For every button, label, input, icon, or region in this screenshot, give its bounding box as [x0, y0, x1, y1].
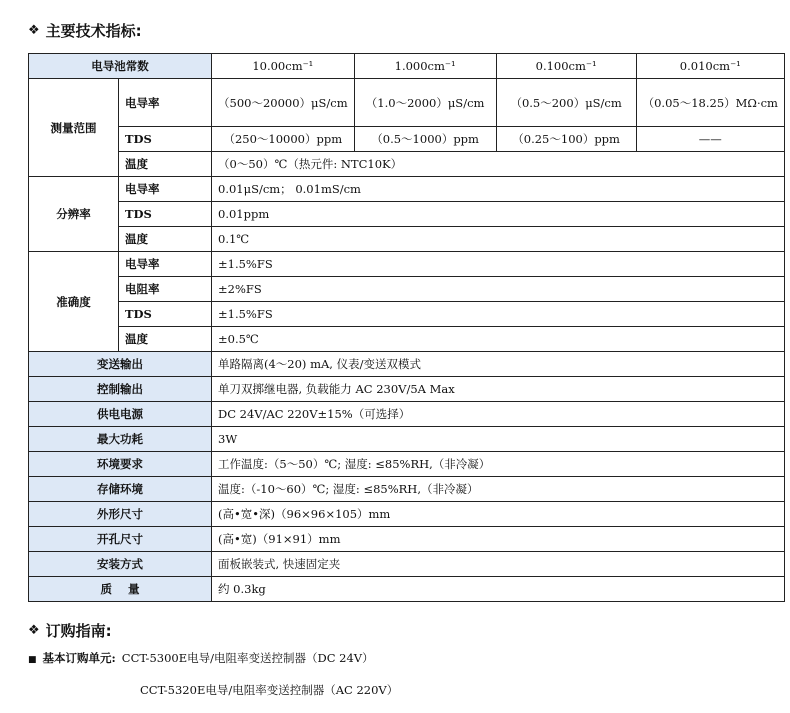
row-label: 环境要求	[29, 452, 212, 477]
table-row	[29, 152, 785, 177]
spec-table	[28, 53, 785, 602]
resolution-label: 分辨率	[29, 177, 119, 252]
row-label: 安装方式	[29, 552, 212, 577]
tds-range: （0.25～100）ppm	[496, 127, 636, 152]
table-row	[29, 452, 785, 477]
temperature-label: 温度	[119, 152, 212, 177]
accuracy-sub-label: 温度	[119, 327, 212, 352]
table-row	[29, 502, 785, 527]
measure-range-label: 测量范围	[29, 79, 119, 177]
row-value: DC 24V/AC 220V±15%（可选择）	[212, 402, 785, 427]
spec-title-text: 主要技术指标:	[45, 22, 142, 40]
resolution-sub-label: 温度	[119, 227, 212, 252]
square-bullet-icon: ■	[28, 655, 37, 665]
table-row	[29, 127, 785, 152]
row-label: 外形尺寸	[29, 502, 212, 527]
accuracy-value: ±0.5℃	[212, 327, 785, 352]
cell-constant-value: 0.010cm⁻¹	[636, 54, 784, 79]
row-label: 存储环境	[29, 477, 212, 502]
table-row	[29, 352, 785, 377]
table-row	[29, 477, 785, 502]
row-value: 温度:（-10～60）℃; 湿度: ≤85%RH,（非冷凝）	[212, 477, 785, 502]
tds-range: ——	[636, 127, 784, 152]
table-row	[29, 227, 785, 252]
table-row	[29, 302, 785, 327]
tds-label: TDS	[119, 127, 212, 152]
order-line	[28, 650, 374, 666]
table-row	[29, 577, 785, 602]
row-label: 最大功耗	[29, 427, 212, 452]
cell-constant-value: 0.100cm⁻¹	[496, 54, 636, 79]
order-section-title	[28, 620, 112, 641]
row-label: 开孔尺寸	[29, 527, 212, 552]
conductivity-range: （500～20000）μS/cm	[212, 79, 355, 127]
table-row	[29, 427, 785, 452]
resolution-value: 0.01μS/cm； 0.01mS/cm	[212, 177, 785, 202]
table-row	[29, 177, 785, 202]
row-value: 约 0.3kg	[212, 577, 785, 602]
row-label: 变送输出	[29, 352, 212, 377]
row-value: 工作温度:（5～50）℃; 湿度: ≤85%RH,（非冷凝）	[212, 452, 785, 477]
accuracy-sub-label: 电导率	[119, 252, 212, 277]
row-value: 单刀双掷继电器, 负载能力 AC 230V/5A Max	[212, 377, 785, 402]
conductivity-range: （0.5～200）μS/cm	[496, 79, 636, 127]
row-label: 控制输出	[29, 377, 212, 402]
row-value: (高•宽•深)（96×96×105）mm	[212, 502, 785, 527]
accuracy-label: 准确度	[29, 252, 119, 352]
resolution-sub-label: TDS	[119, 202, 212, 227]
row-label: 质 量	[29, 577, 212, 602]
order-prefix: 基本订购单元:	[42, 651, 116, 665]
table-row	[29, 252, 785, 277]
table-row	[29, 377, 785, 402]
order-line	[140, 682, 398, 698]
conductivity-label: 电导率	[119, 79, 212, 127]
accuracy-value: ±1.5%FS	[212, 252, 785, 277]
temperature-range: （0～50）℃（热元件: NTC10K）	[212, 152, 785, 177]
spec-section-title	[28, 20, 142, 41]
diamond-bullet-icon: ❖	[28, 23, 40, 38]
table-row	[29, 202, 785, 227]
accuracy-value: ±2%FS	[212, 277, 785, 302]
order-item: CCT-5300E电导/电阻率变送控制器（DC 24V）	[121, 651, 374, 665]
cell-constant-value: 10.00cm⁻¹	[212, 54, 355, 79]
tds-range: （250～10000）ppm	[212, 127, 355, 152]
table-row	[29, 277, 785, 302]
accuracy-sub-label: TDS	[119, 302, 212, 327]
resolution-sub-label: 电导率	[119, 177, 212, 202]
table-row	[29, 552, 785, 577]
row-value: 单路隔离(4～20) mA, 仪表/变送双模式	[212, 352, 785, 377]
order-title-text: 订购指南:	[45, 622, 112, 640]
conductivity-range: （1.0～2000）μS/cm	[354, 79, 496, 127]
diamond-bullet-icon: ❖	[28, 623, 40, 638]
tds-range: （0.5～1000）ppm	[354, 127, 496, 152]
accuracy-sub-label: 电阻率	[119, 277, 212, 302]
table-row	[29, 79, 785, 127]
table-row	[29, 402, 785, 427]
row-value: 面板嵌装式, 快速固定夹	[212, 552, 785, 577]
table-row	[29, 54, 785, 79]
row-label: 供电电源	[29, 402, 212, 427]
resolution-value: 0.01ppm	[212, 202, 785, 227]
resolution-value: 0.1℃	[212, 227, 785, 252]
row-value: 3W	[212, 427, 785, 452]
cell-constant-value: 1.000cm⁻¹	[354, 54, 496, 79]
order-item: CCT-5320E电导/电阻率变送控制器（AC 220V）	[140, 683, 399, 697]
table-row	[29, 327, 785, 352]
accuracy-value: ±1.5%FS	[212, 302, 785, 327]
row-value: (高•宽)（91×91）mm	[212, 527, 785, 552]
cell-constant-label: 电导池常数	[29, 54, 212, 79]
resistivity-range: （0.05～18.25）MΩ·cm	[636, 79, 784, 127]
table-row	[29, 527, 785, 552]
